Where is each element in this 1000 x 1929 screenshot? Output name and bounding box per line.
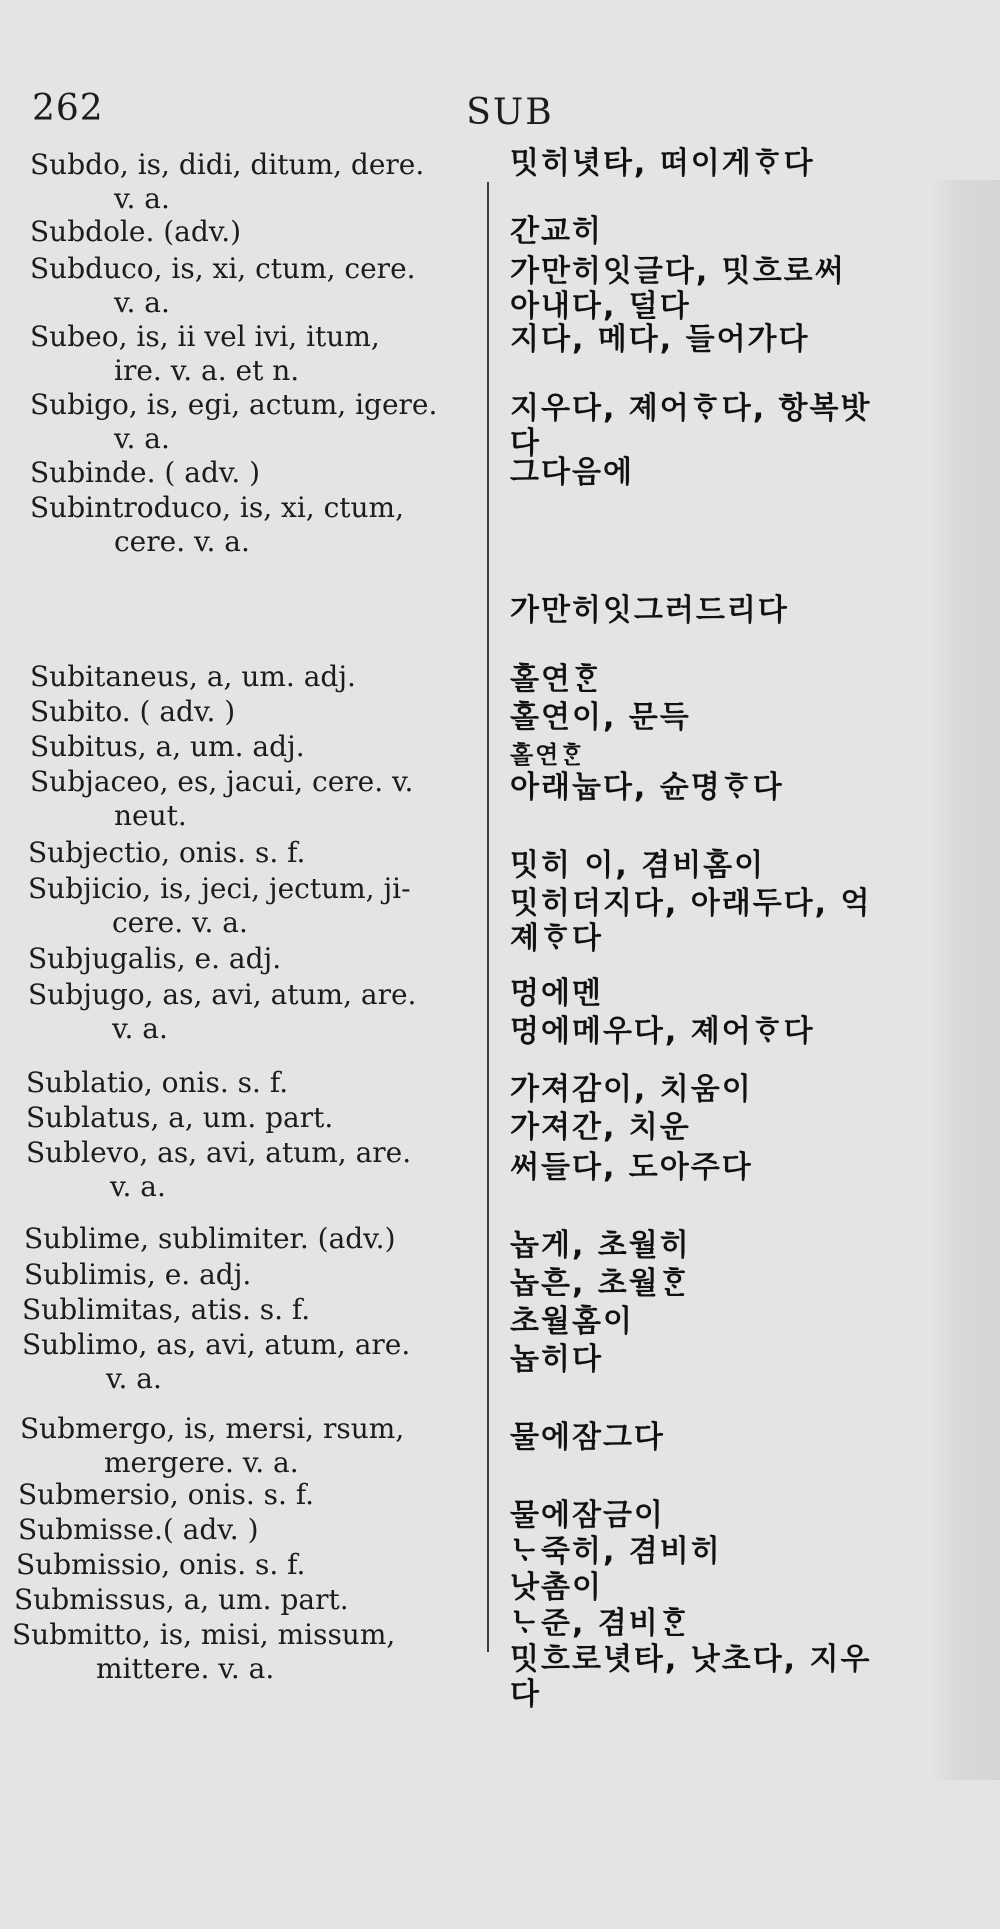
page-number: 262 bbox=[32, 88, 104, 129]
latin-headword-line: Subitaneus, a, um. adj. bbox=[30, 660, 356, 693]
latin-headword-line: Sublimis, e. adj. bbox=[24, 1258, 252, 1291]
latin-entry bbox=[30, 148, 480, 216]
korean-gloss: 놉히다 bbox=[510, 1342, 603, 1377]
latin-headword-line: Subjugalis, e. adj. bbox=[28, 942, 282, 975]
latin-entry bbox=[18, 1513, 468, 1547]
korean-gloss: ᄂᆞ준, 겸비ᄒᆞᆫ bbox=[510, 1606, 691, 1641]
latin-continuation-line: v. a. bbox=[114, 422, 170, 455]
latin-entry bbox=[30, 491, 480, 559]
korean-gloss: 가만히잇글다, 밋흐로써 아내다, 덜다 bbox=[510, 254, 846, 324]
korean-gloss: 밋히더지다, 아래두다, 억 졔ᄒᆞ다 bbox=[510, 886, 872, 956]
latin-headword-line: Sublimitas, atis. s. f. bbox=[22, 1293, 311, 1326]
korean-gloss: 홀연ᄒᆞᆫ bbox=[510, 741, 586, 769]
latin-continuation-line: v. a. bbox=[112, 1012, 168, 1045]
korean-gloss: 가져감이, 치움이 bbox=[510, 1072, 753, 1107]
latin-headword-line: Subjicio, is, jeci, jectum, ji- bbox=[28, 872, 411, 905]
latin-entry bbox=[26, 1136, 476, 1204]
latin-entry bbox=[30, 252, 480, 320]
latin-entry bbox=[30, 215, 480, 249]
latin-headword-line: Subintroduco, is, xi, ctum, bbox=[30, 491, 405, 524]
latin-entry bbox=[22, 1328, 472, 1396]
latin-continuation-line: v. a. bbox=[114, 286, 170, 319]
latin-entry bbox=[30, 388, 480, 456]
korean-gloss: 멍에멘 bbox=[510, 976, 603, 1011]
korean-gloss: 멍에메우다, 졔어ᄒᆞ다 bbox=[510, 1014, 815, 1049]
latin-headword-line: Submergo, is, mersi, rsum, bbox=[20, 1412, 405, 1445]
latin-entry bbox=[20, 1412, 470, 1480]
latin-entry bbox=[18, 1478, 468, 1512]
korean-gloss: 가져간, 치운 bbox=[510, 1110, 691, 1145]
latin-headword-line: Subjectio, onis. s. f. bbox=[28, 836, 306, 869]
latin-continuation-line: neut. bbox=[114, 799, 187, 832]
latin-headword-line: Submersio, onis. s. f. bbox=[18, 1478, 315, 1511]
latin-headword-line: Subduco, is, xi, ctum, cere. bbox=[30, 252, 416, 285]
latin-headword-line: Submissio, onis. s. f. bbox=[16, 1548, 306, 1581]
latin-continuation-line: v. a. bbox=[114, 182, 170, 215]
latin-continuation-line: v. a. bbox=[106, 1362, 162, 1395]
latin-headword-line: Subinde. ( adv. ) bbox=[30, 456, 261, 489]
korean-gloss: 써들다, 도아주다 bbox=[510, 1150, 753, 1185]
latin-continuation-line: cere. v. a. bbox=[112, 906, 248, 939]
latin-headword-line: Subito. ( adv. ) bbox=[30, 695, 236, 728]
latin-entry bbox=[26, 1101, 476, 1135]
latin-headword-line: Sublevo, as, avi, atum, are. bbox=[26, 1136, 412, 1169]
korean-gloss: 밋히 이, 겸비홈이 bbox=[510, 848, 766, 883]
latin-continuation-line: cere. v. a. bbox=[114, 525, 250, 558]
latin-headword-line: Subigo, is, egi, actum, igere. bbox=[30, 388, 438, 421]
latin-headword-line: Subjaceo, es, jacui, cere. v. bbox=[30, 765, 414, 798]
korean-gloss: 홀연이, 문득 bbox=[510, 700, 691, 735]
latin-continuation-line: mittere. v. a. bbox=[96, 1652, 275, 1685]
latin-continuation-line: mergere. v. a. bbox=[104, 1446, 299, 1479]
latin-entry bbox=[30, 456, 480, 490]
latin-continuation-line: ire. v. a. et n. bbox=[114, 354, 300, 387]
latin-headword-line: Sublime, sublimiter. (adv.) bbox=[24, 1222, 396, 1255]
latin-headword-line: Subdo, is, didi, ditum, dere. bbox=[30, 148, 425, 181]
latin-entry bbox=[24, 1222, 474, 1256]
latin-entry bbox=[28, 942, 478, 976]
korean-gloss: 홀연ᄒᆞᆫ bbox=[510, 662, 603, 697]
latin-entry bbox=[30, 695, 480, 729]
latin-headword-line: Sublatio, onis. s. f. bbox=[26, 1066, 289, 1099]
korean-gloss: 놉흔, 초월ᄒᆞᆫ bbox=[510, 1266, 691, 1301]
latin-headword-line: Submitto, is, misi, missum, bbox=[12, 1618, 396, 1651]
korean-gloss: 아래눕다, 슌명ᄒᆞ다 bbox=[510, 770, 784, 805]
korean-gloss: 가만히잇그러드리다 bbox=[510, 593, 789, 628]
latin-headword-line: Submisse.( adv. ) bbox=[18, 1513, 259, 1546]
latin-entry bbox=[14, 1583, 464, 1617]
latin-headword-line: Submissus, a, um. part. bbox=[14, 1583, 349, 1616]
latin-entry bbox=[30, 765, 480, 833]
latin-entry bbox=[28, 872, 478, 940]
latin-headword-line: Subdole. (adv.) bbox=[30, 215, 242, 248]
korean-gloss: 초월홈이 bbox=[510, 1304, 634, 1339]
latin-entry bbox=[16, 1548, 466, 1582]
latin-entry bbox=[28, 978, 478, 1046]
korean-gloss: 물에잠금이 bbox=[510, 1498, 665, 1533]
korean-gloss: 밋흐로녓타, 낫초다, 지우 다 bbox=[510, 1642, 872, 1712]
korean-gloss: 지다, 메다, 들어가다 bbox=[510, 322, 810, 357]
latin-entry bbox=[28, 836, 478, 870]
korean-gloss: 지우다, 졔어ᄒᆞ다, 항복밧 다 bbox=[510, 391, 872, 461]
latin-entry bbox=[24, 1258, 474, 1292]
latin-entry bbox=[12, 1618, 462, 1686]
latin-entry bbox=[30, 660, 480, 694]
latin-continuation-line: v. a. bbox=[110, 1170, 166, 1203]
latin-headword-line: Subjugo, as, avi, atum, are. bbox=[28, 978, 417, 1011]
latin-entry bbox=[30, 320, 480, 388]
latin-headword-line: Sublatus, a, um. part. bbox=[26, 1101, 334, 1134]
korean-gloss: 놉게, 초월히 bbox=[510, 1228, 691, 1263]
latin-headword-line: Subeo, is, ii vel ivi, itum, bbox=[30, 320, 380, 353]
latin-entry bbox=[30, 730, 480, 764]
latin-entry bbox=[22, 1293, 472, 1327]
latin-entry bbox=[26, 1066, 476, 1100]
latin-headword-line: Sublimo, as, avi, atum, are. bbox=[22, 1328, 411, 1361]
korean-gloss: 밋히녓타, 떠이게ᄒᆞ다 bbox=[510, 146, 815, 181]
korean-gloss: 그다음에 bbox=[510, 455, 634, 490]
running-head: SUB bbox=[466, 92, 554, 133]
korean-gloss: 낫촘이 bbox=[510, 1570, 603, 1605]
korean-gloss: 물에잠그다 bbox=[510, 1420, 665, 1455]
column-divider bbox=[487, 182, 489, 1652]
korean-gloss: ᄂᆞ죽히, 겸비히 bbox=[510, 1534, 722, 1569]
latin-headword-line: Subitus, a, um. adj. bbox=[30, 730, 305, 763]
korean-gloss: 간교히 bbox=[510, 214, 603, 249]
